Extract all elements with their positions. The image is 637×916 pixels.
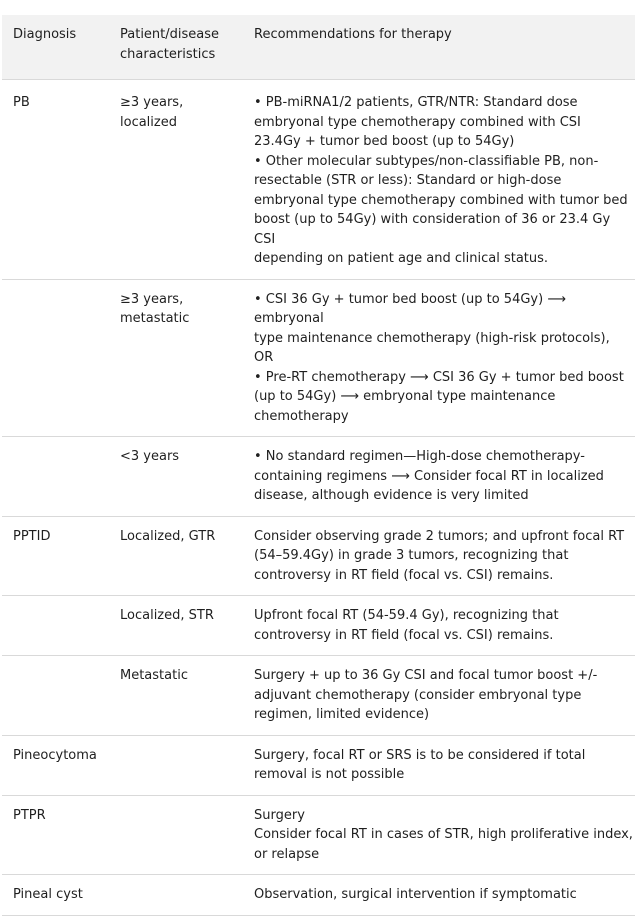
table-body xyxy=(2,80,635,916)
recommendation-line: Consider focal RT in cases of STR, high proliferative index, xyxy=(254,827,633,842)
recommendation-line: • Other molecular subtypes/non-classifiable PB, non- xyxy=(254,153,599,169)
recommendations-cell xyxy=(240,596,635,656)
header-row xyxy=(2,15,635,80)
diagnosis-cell: Pineocytoma xyxy=(2,735,106,795)
characteristics-cell xyxy=(106,795,240,875)
recommendation-line: chemotherapy xyxy=(254,408,349,424)
table-row xyxy=(2,516,635,596)
recommendation-line: Consider observing grade 2 tumors; and upfront focal RT xyxy=(254,528,625,544)
characteristics-line: ≥3 years, xyxy=(120,95,184,110)
characteristics-cell xyxy=(106,279,240,437)
characteristics-line: localized xyxy=(120,114,177,130)
table-row xyxy=(2,279,635,437)
recommendation-line: Observation, surgical intervention if symptomatic xyxy=(254,887,577,902)
table-row xyxy=(2,735,635,795)
characteristics-cell xyxy=(106,80,240,280)
table-row xyxy=(2,875,635,916)
characteristics-cell xyxy=(106,437,240,517)
table-row xyxy=(2,80,635,280)
recommendation-line: • No standard regimen—High-dose chemotherapy- xyxy=(254,449,585,464)
recommendation-line: removal is not possible xyxy=(254,767,405,782)
recommendations-cell xyxy=(240,80,635,280)
recommendation-line: 23.4Gy + tumor bed boost (up to 54Gy) xyxy=(254,134,515,149)
recommendation-line: containing regimens ⟶ Consider focal RT in localized xyxy=(254,468,604,484)
recommendations-cell xyxy=(240,875,635,916)
recommendation-line: embryonal type chemotherapy combined with CSI xyxy=(254,114,581,130)
table-header xyxy=(2,15,635,80)
table-row xyxy=(2,656,635,736)
header-recommendations: Recommendations for therapy xyxy=(240,15,635,80)
characteristics-cell xyxy=(106,656,240,736)
recommendation-line: type maintenance chemotherapy (high-risk protocols), xyxy=(254,330,610,346)
diagnosis-cell: Pineal cyst xyxy=(2,875,106,916)
diagnosis-cell xyxy=(2,596,106,656)
recommendations-cell xyxy=(240,735,635,795)
characteristics-line: ≥3 years, xyxy=(120,291,184,307)
recommendations-cell xyxy=(240,795,635,875)
table-row xyxy=(2,596,635,656)
diagnosis-cell: PTPR xyxy=(2,795,106,875)
recommendation-line: depending on patient age and clinical status. xyxy=(254,251,549,266)
characteristics-cell xyxy=(106,875,240,916)
recommendations-cell xyxy=(240,516,635,596)
recommendation-line: Surgery, focal RT or SRS is to be considered if total xyxy=(254,747,586,763)
recommendation-line: (54–59.4Gy) in grade 3 tumors, recognizing that xyxy=(254,548,569,563)
characteristics-line: Localized, STR xyxy=(120,608,214,623)
recommendation-line: embryonal type chemotherapy combined with tumor bed xyxy=(254,192,628,208)
recommendation-line: or relapse xyxy=(254,846,320,862)
recommendation-line: Upfront focal RT (54-59.4 Gy), recognizing that xyxy=(254,608,559,623)
diagnosis-cell xyxy=(2,279,106,437)
recommendation-line: controversy in RT field (focal vs. CSI) remains. xyxy=(254,627,554,643)
table-row xyxy=(2,437,635,517)
recommendation-line: OR xyxy=(254,350,274,365)
characteristics-cell xyxy=(106,596,240,656)
recommendations-cell xyxy=(240,279,635,437)
diagnosis-cell: PPTID xyxy=(2,516,106,596)
characteristics-cell xyxy=(106,735,240,795)
recommendation-line: • Pre-RT chemotherapy ⟶ CSI 36 Gy + tumor bed boost xyxy=(254,369,624,385)
recommendation-line: Surgery xyxy=(254,807,305,823)
diagnosis-cell xyxy=(2,437,106,517)
header-characteristics-line: Patient/disease xyxy=(120,27,220,42)
recommendation-line: controversy in RT field (focal vs. CSI) remains. xyxy=(254,567,554,583)
recommendation-line: (up to 54Gy) ⟶ embryonal type maintenance xyxy=(254,389,556,404)
recommendation-line: adjuvant chemotherapy (consider embryonal type xyxy=(254,687,582,703)
recommendation-line: • CSI 36 Gy + tumor bed boost (up to 54Gy) ⟶ embryonal xyxy=(254,291,566,326)
characteristics-line: <3 years xyxy=(120,449,180,464)
recommendation-line: disease, although evidence is very limited xyxy=(254,488,529,503)
diagnosis-cell xyxy=(2,656,106,736)
recommendation-line: boost (up to 54Gy) with consideration of 36 or 23.4 Gy CSI xyxy=(254,212,611,247)
header-characteristics xyxy=(106,15,240,80)
recommendation-line: • PB-miRNA1/2 patients, GTR/NTR: Standard dose xyxy=(254,95,578,110)
characteristics-line: Metastatic xyxy=(120,668,188,683)
characteristics-line: metastatic xyxy=(120,311,190,326)
characteristics-line: Localized, GTR xyxy=(120,528,216,544)
table-row xyxy=(2,795,635,875)
therapy-recommendations-table xyxy=(2,15,635,916)
recommendations-cell xyxy=(240,656,635,736)
diagnosis-cell: PB xyxy=(2,80,106,280)
recommendation-line: regimen, limited evidence) xyxy=(254,707,430,722)
recommendations-cell xyxy=(240,437,635,517)
header-characteristics-line: characteristics xyxy=(120,46,216,62)
header-diagnosis: Diagnosis xyxy=(2,15,106,80)
recommendation-line: Surgery + up to 36 Gy CSI and focal tumor boost +/- xyxy=(254,668,598,683)
recommendation-line: resectable (STR or less): Standard or high-dose xyxy=(254,173,562,188)
characteristics-cell xyxy=(106,516,240,596)
